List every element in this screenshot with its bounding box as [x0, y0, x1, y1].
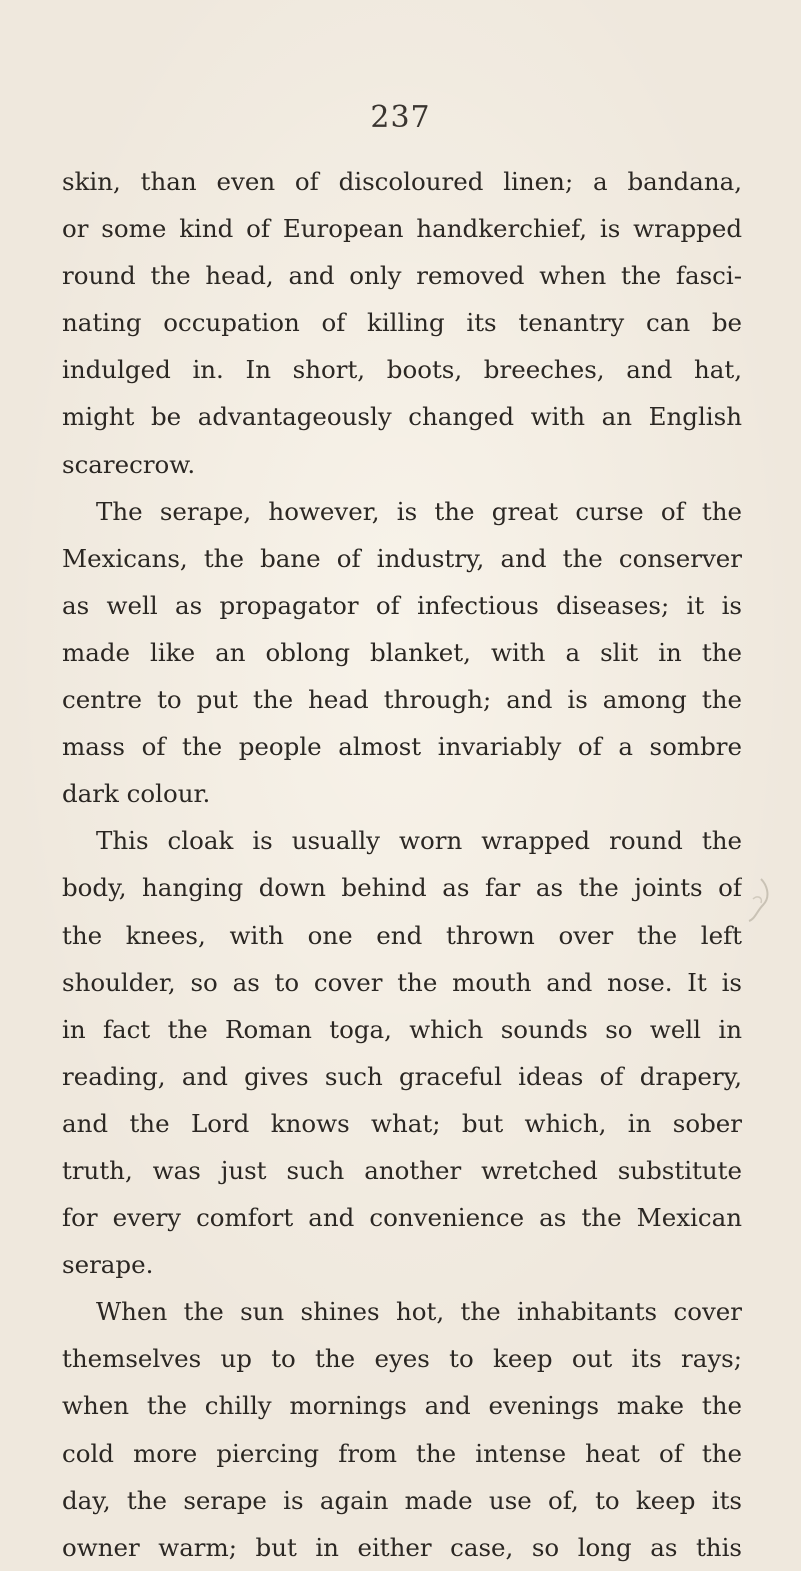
text-line: for every comfort and convenience as the Mexican: [62, 1203, 742, 1233]
text-line: dark colour.: [62, 779, 211, 809]
text-line: This cloak is usually worn wrapped round the: [96, 826, 742, 856]
page-number: 237: [370, 100, 431, 135]
text-line: shoulder, so as to cover the mouth and nose. It is: [62, 967, 742, 997]
text-line: made like an oblong blanket, with a slit in the: [62, 637, 742, 667]
text-line: scarecrow.: [62, 449, 196, 479]
paper-blemish: [741, 875, 775, 925]
text-line: round the head, and only removed when the fasci-: [62, 261, 742, 291]
text-line: in fact the Roman toga, which sounds so well in: [62, 1014, 742, 1044]
text-line: mass of the people almost invariably of a sombre: [62, 732, 742, 762]
text-line: indulged in. In short, boots, breeches, and hat,: [62, 355, 742, 385]
text-line: as well as propagator of infectious diseases; it is: [62, 590, 742, 620]
body-text: [62, 158, 742, 1571]
text-line: Mexicans, the bane of industry, and the conserver: [62, 543, 742, 573]
text-line: skin, than even of discoloured linen; a bandana,: [62, 167, 742, 196]
text-line: the knees, with one end thrown over the left: [62, 920, 742, 950]
text-line: day, the serape is again made use of, to keep its: [62, 1485, 742, 1515]
text-line: nating occupation of killing its tenantry can be: [62, 308, 742, 338]
text-line: centre to put the head through; and is among the: [62, 685, 742, 715]
text-line: owner warm; but in either case, so long as this: [62, 1532, 742, 1562]
text-line: might be advantageously changed with an English: [62, 402, 742, 432]
text-line: when the chilly mornings and evenings make the: [62, 1391, 742, 1421]
text-line: When the sun shines hot, the inhabitants cover: [96, 1297, 742, 1327]
text-line: reading, and gives such graceful ideas of drapery,: [62, 1061, 742, 1091]
text-line: body, hanging down behind as far as the joints of: [62, 873, 742, 903]
text-line: serape.: [62, 1250, 154, 1280]
text-line: truth, was just such another wretched substitute: [62, 1155, 742, 1185]
text-line: and the Lord knows what; but which, in sober: [62, 1108, 742, 1138]
text-line: cold more piercing from the intense heat of the: [62, 1438, 742, 1468]
text-line: or some kind of European handkerchief, is wrapped: [62, 214, 742, 244]
text-line: themselves up to the eyes to keep out its rays;: [62, 1344, 742, 1374]
text-line: The serape, however, is the great curse of the: [96, 496, 742, 526]
